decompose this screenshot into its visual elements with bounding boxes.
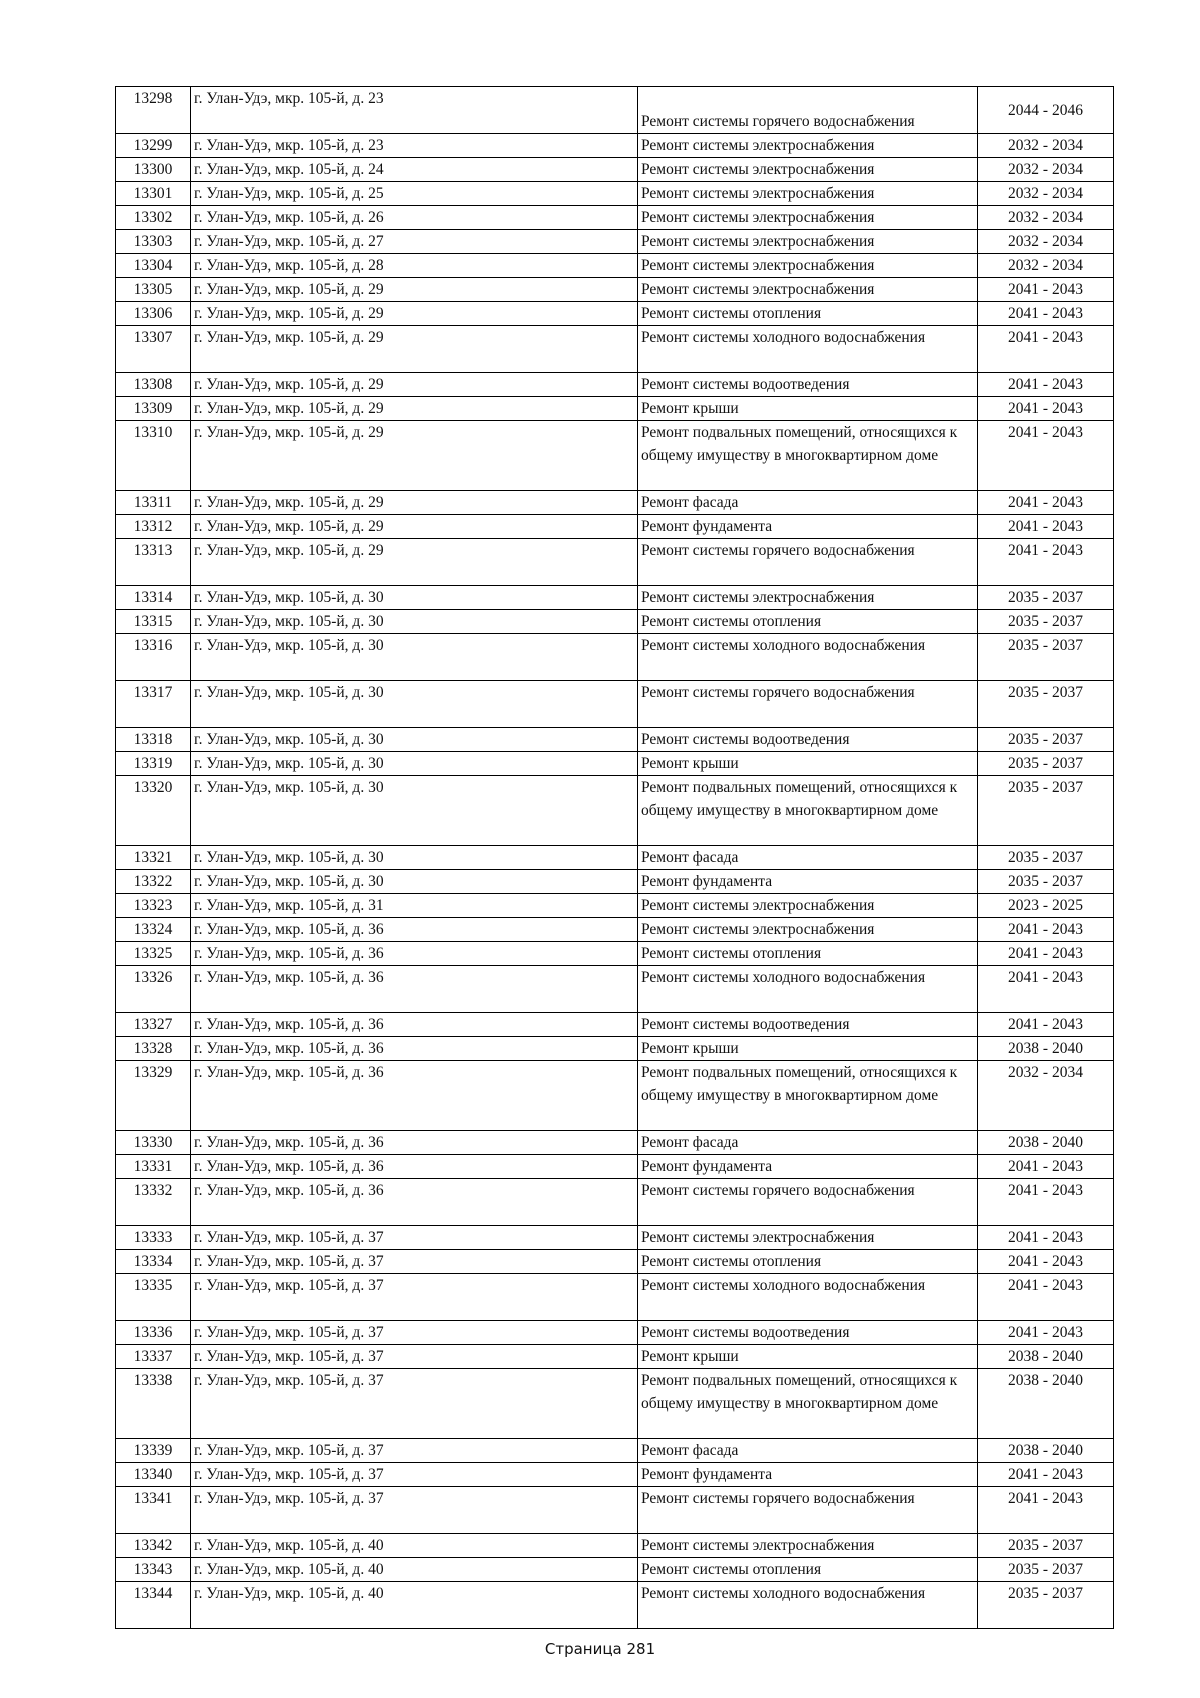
- table-row: [116, 1061, 1114, 1131]
- years-cell: 2041 - 2043: [978, 942, 1114, 966]
- years-cell: 2041 - 2043: [978, 1179, 1114, 1226]
- address-cell: г. Улан-Удэ, мкр. 105-й, д. 29: [191, 491, 638, 515]
- years-cell: 2041 - 2043: [978, 278, 1114, 302]
- years-cell: 2041 - 2043: [978, 491, 1114, 515]
- years-cell: 2041 - 2043: [978, 421, 1114, 491]
- years-cell: 2041 - 2043: [978, 302, 1114, 326]
- address-cell: г. Улан-Удэ, мкр. 105-й, д. 29: [191, 397, 638, 421]
- work-type-cell: Ремонт фундамента: [638, 1155, 978, 1179]
- table-row: [116, 1179, 1114, 1226]
- row-number-cell: 13344: [116, 1582, 191, 1629]
- address-cell: г. Улан-Удэ, мкр. 105-й, д. 29: [191, 515, 638, 539]
- table-row: [116, 1345, 1114, 1369]
- work-type-cell: Ремонт системы электроснабжения: [638, 158, 978, 182]
- address-cell: г. Улан-Удэ, мкр. 105-й, д. 30: [191, 776, 638, 846]
- table-row: [116, 206, 1114, 230]
- table-row: [116, 1250, 1114, 1274]
- address-cell: г. Улан-Удэ, мкр. 105-й, д. 30: [191, 870, 638, 894]
- table-row: [116, 278, 1114, 302]
- address-cell: г. Улан-Удэ, мкр. 105-й, д. 23: [191, 134, 638, 158]
- years-cell: 2041 - 2043: [978, 373, 1114, 397]
- years-cell: 2038 - 2040: [978, 1369, 1114, 1439]
- work-type-cell: Ремонт фундамента: [638, 1463, 978, 1487]
- row-number-cell: 13319: [116, 752, 191, 776]
- years-cell: 2035 - 2037: [978, 586, 1114, 610]
- table-row: [116, 1037, 1114, 1061]
- years-cell: 2041 - 2043: [978, 1013, 1114, 1037]
- address-cell: г. Улан-Удэ, мкр. 105-й, д. 36: [191, 966, 638, 1013]
- row-number-cell: 13336: [116, 1321, 191, 1345]
- table-row: [116, 1463, 1114, 1487]
- table-row: [116, 846, 1114, 870]
- row-number-cell: 13340: [116, 1463, 191, 1487]
- row-number-cell: 13309: [116, 397, 191, 421]
- table-row: [116, 1321, 1114, 1345]
- years-cell: 2035 - 2037: [978, 681, 1114, 728]
- years-cell: 2032 - 2034: [978, 182, 1114, 206]
- years-cell: 2035 - 2037: [978, 870, 1114, 894]
- work-type-cell: Ремонт системы горячего водоснабжения: [638, 539, 978, 586]
- work-type-cell: Ремонт фундамента: [638, 515, 978, 539]
- row-number-cell: 13334: [116, 1250, 191, 1274]
- row-number-cell: 13326: [116, 966, 191, 1013]
- table-row: [116, 182, 1114, 206]
- work-type-cell: Ремонт фасада: [638, 491, 978, 515]
- work-type-cell: Ремонт системы электроснабжения: [638, 278, 978, 302]
- years-cell: 2041 - 2043: [978, 1274, 1114, 1321]
- row-number-cell: 13338: [116, 1369, 191, 1439]
- table-row: [116, 942, 1114, 966]
- address-cell: г. Улан-Удэ, мкр. 105-й, д. 29: [191, 326, 638, 373]
- work-type-cell: Ремонт системы холодного водоснабжения: [638, 634, 978, 681]
- table-row: [116, 302, 1114, 326]
- years-cell: 2041 - 2043: [978, 515, 1114, 539]
- row-number-cell: 13303: [116, 230, 191, 254]
- years-cell: 2038 - 2040: [978, 1131, 1114, 1155]
- work-type-cell: Ремонт системы электроснабжения: [638, 230, 978, 254]
- row-number-cell: 13335: [116, 1274, 191, 1321]
- row-number-cell: 13310: [116, 421, 191, 491]
- row-number-cell: 13321: [116, 846, 191, 870]
- work-type-cell: Ремонт системы электроснабжения: [638, 918, 978, 942]
- row-number-cell: 13306: [116, 302, 191, 326]
- work-type-cell: Ремонт системы электроснабжения: [638, 206, 978, 230]
- row-number-cell: 13341: [116, 1487, 191, 1534]
- table-row: [116, 918, 1114, 942]
- row-number-cell: 13300: [116, 158, 191, 182]
- years-cell: 2032 - 2034: [978, 158, 1114, 182]
- table-row: [116, 1155, 1114, 1179]
- table-row: [116, 752, 1114, 776]
- years-cell: 2035 - 2037: [978, 1534, 1114, 1558]
- address-cell: г. Улан-Удэ, мкр. 105-й, д. 27: [191, 230, 638, 254]
- table-row: [116, 1487, 1114, 1534]
- address-cell: г. Улан-Удэ, мкр. 105-й, д. 36: [191, 1155, 638, 1179]
- table-row: [116, 397, 1114, 421]
- work-type-cell: Ремонт системы горячего водоснабжения: [638, 1487, 978, 1534]
- table-row: [116, 1369, 1114, 1439]
- row-number-cell: 13298: [116, 87, 191, 134]
- row-number-cell: 13332: [116, 1179, 191, 1226]
- address-cell: г. Улан-Удэ, мкр. 105-й, д. 29: [191, 302, 638, 326]
- work-type-cell: Ремонт системы отопления: [638, 1250, 978, 1274]
- table-row: [116, 1226, 1114, 1250]
- address-cell: г. Улан-Удэ, мкр. 105-й, д. 23: [191, 87, 638, 134]
- work-type-cell: Ремонт системы отопления: [638, 302, 978, 326]
- work-type-cell: Ремонт подвальных помещений, относящихся к общему имуществу в многоквартирном доме: [638, 421, 978, 491]
- address-cell: г. Улан-Удэ, мкр. 105-й, д. 29: [191, 421, 638, 491]
- address-cell: г. Улан-Удэ, мкр. 105-й, д. 37: [191, 1321, 638, 1345]
- row-number-cell: 13318: [116, 728, 191, 752]
- row-number-cell: 13330: [116, 1131, 191, 1155]
- row-number-cell: 13308: [116, 373, 191, 397]
- address-cell: г. Улан-Удэ, мкр. 105-й, д. 40: [191, 1534, 638, 1558]
- table-row: [116, 230, 1114, 254]
- row-number-cell: 13343: [116, 1558, 191, 1582]
- address-cell: г. Улан-Удэ, мкр. 105-й, д. 40: [191, 1558, 638, 1582]
- row-number-cell: 13342: [116, 1534, 191, 1558]
- work-type-cell: Ремонт подвальных помещений, относящихся к общему имуществу в многоквартирном доме: [638, 776, 978, 846]
- page-number: Страница 281: [544, 1640, 656, 1658]
- table-row: [116, 1439, 1114, 1463]
- table-row: [116, 491, 1114, 515]
- table-row: [116, 1582, 1114, 1629]
- address-cell: г. Улан-Удэ, мкр. 105-й, д. 36: [191, 1131, 638, 1155]
- address-cell: г. Улан-Удэ, мкр. 105-й, д. 37: [191, 1439, 638, 1463]
- work-type-cell: Ремонт фасада: [638, 1439, 978, 1463]
- address-cell: г. Улан-Удэ, мкр. 105-й, д. 29: [191, 539, 638, 586]
- address-cell: г. Улан-Удэ, мкр. 105-й, д. 37: [191, 1463, 638, 1487]
- table-row: [116, 134, 1114, 158]
- address-cell: г. Улан-Удэ, мкр. 105-й, д. 29: [191, 278, 638, 302]
- years-cell: 2041 - 2043: [978, 1226, 1114, 1250]
- row-number-cell: 13328: [116, 1037, 191, 1061]
- years-cell: 2035 - 2037: [978, 634, 1114, 681]
- years-cell: 2032 - 2034: [978, 230, 1114, 254]
- row-number-cell: 13327: [116, 1013, 191, 1037]
- address-cell: г. Улан-Удэ, мкр. 105-й, д. 36: [191, 1037, 638, 1061]
- address-cell: г. Улан-Удэ, мкр. 105-й, д. 30: [191, 610, 638, 634]
- row-number-cell: 13314: [116, 586, 191, 610]
- row-number-cell: 13312: [116, 515, 191, 539]
- work-type-cell: Ремонт системы горячего водоснабжения: [638, 1179, 978, 1226]
- work-type-cell: Ремонт системы горячего водоснабжения: [638, 681, 978, 728]
- years-cell: 2035 - 2037: [978, 610, 1114, 634]
- address-cell: г. Улан-Удэ, мкр. 105-й, д. 37: [191, 1250, 638, 1274]
- work-type-cell: Ремонт системы водоотведения: [638, 1013, 978, 1037]
- row-number-cell: 13317: [116, 681, 191, 728]
- row-number-cell: 13305: [116, 278, 191, 302]
- work-type-cell: Ремонт крыши: [638, 397, 978, 421]
- work-type-cell: Ремонт системы холодного водоснабжения: [638, 1274, 978, 1321]
- years-cell: 2035 - 2037: [978, 846, 1114, 870]
- table-row: [116, 539, 1114, 586]
- table-row: [116, 776, 1114, 846]
- years-cell: 2035 - 2037: [978, 752, 1114, 776]
- work-type-cell: Ремонт системы электроснабжения: [638, 894, 978, 918]
- row-number-cell: 13331: [116, 1155, 191, 1179]
- address-cell: г. Улан-Удэ, мкр. 105-й, д. 26: [191, 206, 638, 230]
- address-cell: г. Улан-Удэ, мкр. 105-й, д. 29: [191, 373, 638, 397]
- address-cell: г. Улан-Удэ, мкр. 105-й, д. 25: [191, 182, 638, 206]
- address-cell: г. Улан-Удэ, мкр. 105-й, д. 36: [191, 918, 638, 942]
- row-number-cell: 13299: [116, 134, 191, 158]
- work-type-cell: Ремонт системы горячего водоснабжения: [638, 87, 978, 134]
- years-cell: 2032 - 2034: [978, 206, 1114, 230]
- address-cell: г. Улан-Удэ, мкр. 105-й, д. 37: [191, 1226, 638, 1250]
- address-cell: г. Улан-Удэ, мкр. 105-й, д. 40: [191, 1582, 638, 1629]
- years-cell: 2041 - 2043: [978, 1321, 1114, 1345]
- table-row: [116, 1534, 1114, 1558]
- years-cell: 2023 - 2025: [978, 894, 1114, 918]
- address-cell: г. Улан-Удэ, мкр. 105-й, д. 37: [191, 1274, 638, 1321]
- years-cell: 2041 - 2043: [978, 966, 1114, 1013]
- years-cell: 2038 - 2040: [978, 1439, 1114, 1463]
- works-table-body: [116, 87, 1114, 1629]
- row-number-cell: 13301: [116, 182, 191, 206]
- table-row: [116, 586, 1114, 610]
- row-number-cell: 13337: [116, 1345, 191, 1369]
- work-type-cell: Ремонт фасада: [638, 1131, 978, 1155]
- work-type-cell: Ремонт системы отопления: [638, 1558, 978, 1582]
- address-cell: г. Улан-Удэ, мкр. 105-й, д. 37: [191, 1369, 638, 1439]
- years-cell: 2038 - 2040: [978, 1345, 1114, 1369]
- table-row: [116, 1558, 1114, 1582]
- years-cell: 2035 - 2037: [978, 1558, 1114, 1582]
- work-type-cell: Ремонт системы электроснабжения: [638, 1226, 978, 1250]
- address-cell: г. Улан-Удэ, мкр. 105-й, д. 24: [191, 158, 638, 182]
- work-type-cell: Ремонт фасада: [638, 846, 978, 870]
- row-number-cell: 13333: [116, 1226, 191, 1250]
- work-type-cell: Ремонт подвальных помещений, относящихся к общему имуществу в многоквартирном доме: [638, 1369, 978, 1439]
- work-type-cell: Ремонт системы водоотведения: [638, 728, 978, 752]
- row-number-cell: 13304: [116, 254, 191, 278]
- address-cell: г. Улан-Удэ, мкр. 105-й, д. 30: [191, 586, 638, 610]
- work-type-cell: Ремонт крыши: [638, 1345, 978, 1369]
- row-number-cell: 13329: [116, 1061, 191, 1131]
- row-number-cell: 13307: [116, 326, 191, 373]
- work-type-cell: Ремонт фундамента: [638, 870, 978, 894]
- table-row: [116, 254, 1114, 278]
- address-cell: г. Улан-Удэ, мкр. 105-й, д. 37: [191, 1487, 638, 1534]
- work-type-cell: Ремонт системы электроснабжения: [638, 182, 978, 206]
- row-number-cell: 13311: [116, 491, 191, 515]
- work-type-cell: Ремонт крыши: [638, 752, 978, 776]
- work-type-cell: Ремонт системы отопления: [638, 610, 978, 634]
- table-row: [116, 1131, 1114, 1155]
- years-cell: 2041 - 2043: [978, 326, 1114, 373]
- work-type-cell: Ремонт системы холодного водоснабжения: [638, 1582, 978, 1629]
- address-cell: г. Улан-Удэ, мкр. 105-й, д. 28: [191, 254, 638, 278]
- works-table: [115, 86, 1114, 1629]
- years-cell: 2041 - 2043: [978, 397, 1114, 421]
- row-number-cell: 13313: [116, 539, 191, 586]
- work-type-cell: Ремонт подвальных помещений, относящихся к общему имуществу в многоквартирном доме: [638, 1061, 978, 1131]
- work-type-cell: Ремонт системы электроснабжения: [638, 1534, 978, 1558]
- years-cell: 2041 - 2043: [978, 918, 1114, 942]
- table-row: [116, 728, 1114, 752]
- work-type-cell: Ремонт системы водоотведения: [638, 1321, 978, 1345]
- row-number-cell: 13324: [116, 918, 191, 942]
- row-number-cell: 13320: [116, 776, 191, 846]
- years-cell: 2038 - 2040: [978, 1037, 1114, 1061]
- address-cell: г. Улан-Удэ, мкр. 105-й, д. 30: [191, 752, 638, 776]
- row-number-cell: 13302: [116, 206, 191, 230]
- table-row: [116, 1013, 1114, 1037]
- years-cell: 2041 - 2043: [978, 1250, 1114, 1274]
- address-cell: г. Улан-Удэ, мкр. 105-й, д. 36: [191, 1061, 638, 1131]
- years-cell: 2044 - 2046: [978, 87, 1114, 134]
- years-cell: 2041 - 2043: [978, 1155, 1114, 1179]
- row-number-cell: 13322: [116, 870, 191, 894]
- row-number-cell: 13315: [116, 610, 191, 634]
- table-row: [116, 966, 1114, 1013]
- table-row: [116, 326, 1114, 373]
- table-row: [116, 515, 1114, 539]
- work-type-cell: Ремонт системы водоотведения: [638, 373, 978, 397]
- address-cell: г. Улан-Удэ, мкр. 105-й, д. 36: [191, 942, 638, 966]
- years-cell: 2041 - 2043: [978, 1487, 1114, 1534]
- table-row: [116, 681, 1114, 728]
- table-row: [116, 870, 1114, 894]
- table-row: [116, 610, 1114, 634]
- table-row: [116, 87, 1114, 134]
- work-type-cell: Ремонт крыши: [638, 1037, 978, 1061]
- years-cell: 2035 - 2037: [978, 1582, 1114, 1629]
- address-cell: г. Улан-Удэ, мкр. 105-й, д. 36: [191, 1013, 638, 1037]
- address-cell: г. Улан-Удэ, мкр. 105-й, д. 30: [191, 634, 638, 681]
- table-row: [116, 373, 1114, 397]
- address-cell: г. Улан-Удэ, мкр. 105-й, д. 30: [191, 728, 638, 752]
- years-cell: 2032 - 2034: [978, 134, 1114, 158]
- row-number-cell: 13323: [116, 894, 191, 918]
- years-cell: 2035 - 2037: [978, 776, 1114, 846]
- work-type-cell: Ремонт системы холодного водоснабжения: [638, 326, 978, 373]
- table-row: [116, 634, 1114, 681]
- address-cell: г. Улан-Удэ, мкр. 105-й, д. 31: [191, 894, 638, 918]
- work-type-cell: Ремонт системы электроснабжения: [638, 134, 978, 158]
- work-type-cell: Ремонт системы электроснабжения: [638, 254, 978, 278]
- table-row: [116, 158, 1114, 182]
- work-type-cell: Ремонт системы электроснабжения: [638, 586, 978, 610]
- row-number-cell: 13316: [116, 634, 191, 681]
- years-cell: 2041 - 2043: [978, 1463, 1114, 1487]
- address-cell: г. Улан-Удэ, мкр. 105-й, д. 36: [191, 1179, 638, 1226]
- work-type-cell: Ремонт системы холодного водоснабжения: [638, 966, 978, 1013]
- address-cell: г. Улан-Удэ, мкр. 105-й, д. 30: [191, 846, 638, 870]
- address-cell: г. Улан-Удэ, мкр. 105-й, д. 37: [191, 1345, 638, 1369]
- years-cell: 2032 - 2034: [978, 254, 1114, 278]
- row-number-cell: 13339: [116, 1439, 191, 1463]
- years-cell: 2032 - 2034: [978, 1061, 1114, 1131]
- address-cell: г. Улан-Удэ, мкр. 105-й, д. 30: [191, 681, 638, 728]
- years-cell: 2041 - 2043: [978, 539, 1114, 586]
- years-cell: 2035 - 2037: [978, 728, 1114, 752]
- table-row: [116, 421, 1114, 491]
- table-row: [116, 1274, 1114, 1321]
- table-row: [116, 894, 1114, 918]
- row-number-cell: 13325: [116, 942, 191, 966]
- work-type-cell: Ремонт системы отопления: [638, 942, 978, 966]
